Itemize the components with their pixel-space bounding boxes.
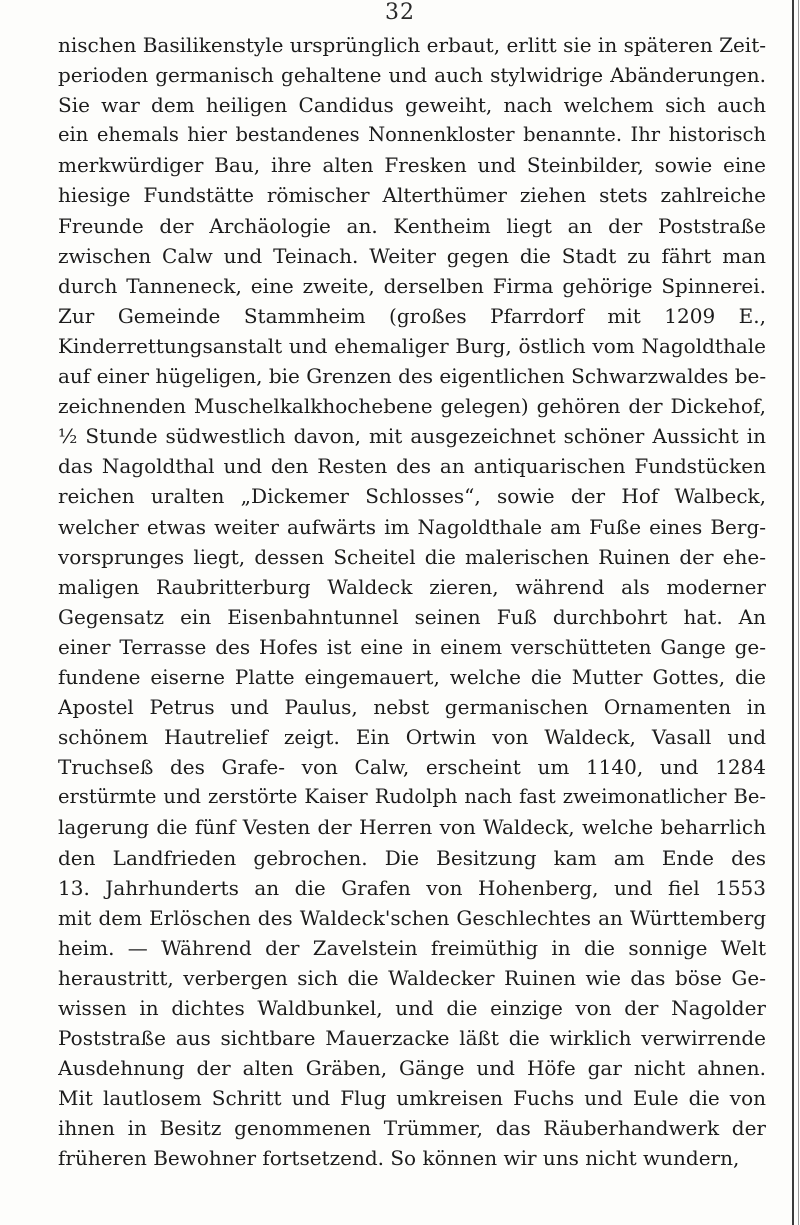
text-line: auf einer hügeligen, bie Grenzen des eigentlichen Schwarzwaldes be-: [58, 364, 766, 389]
text-line: früheren Bewohner fortsetzend. So können wir uns nicht wundern,: [58, 1146, 740, 1171]
text-line: Poststraße aus sichtbare Mauerzacke läßt die wirklich verwirrende: [58, 1026, 766, 1051]
text-line: Kinderrettungsanstalt und ehemaliger Burg, östlich vom Nagoldthale: [58, 333, 766, 358]
text-line: mit dem Erlöschen des Waldeck'schen Geschlechtes an Württemberg: [58, 905, 766, 930]
text-line: heim. — Während der Zavelstein freimüthig in die sonnige Welt: [58, 935, 766, 960]
text-line: Zur Gemeinde Stammheim (großes Pfarrdorf mit 1209 E.,: [58, 303, 766, 328]
text-line: Sie war dem heiligen Candidus geweiht, nach welchem sich auch: [58, 93, 766, 118]
text-line: perioden germanisch gehaltene und auch stylwidrige Abänderungen.: [58, 63, 766, 88]
page-number: 32: [385, 0, 415, 25]
text-line: hiesige Fundstätte römischer Alterthümer ziehen stets zahlreiche: [58, 183, 766, 208]
text-line: ein ehemals hier bestandenes Nonnenkloster benannte. Ihr historisch: [58, 123, 766, 147]
text-line: ½ Stunde südwestlich davon, mit ausgezeichnet schöner Aussicht in: [58, 424, 766, 449]
text-line: Ausdehnung der alten Gräben, Gänge und Höfe gar nicht ahnen.: [58, 1056, 766, 1081]
body-text: [58, 30, 766, 1174]
text-line: fundene eiserne Platte eingemauert, welche die Mutter Gottes, die: [58, 664, 766, 689]
text-line: maligen Raubritterburg Waldeck zieren, während als moderner: [58, 574, 766, 599]
text-line: vorsprunges liegt, dessen Scheitel die malerischen Ruinen der ehe-: [58, 544, 766, 569]
page-edge-divider: [792, 0, 794, 1225]
text-line: durch Tanneneck, eine zweite, derselben Firma gehörige Spinnerei.: [58, 273, 766, 298]
text-line: merkwürdiger Bau, ihre alten Fresken und Steinbilder, sowie eine: [58, 153, 766, 178]
text-line: reichen uralten „Dickemer Schlosses“, sowie der Hof Walbeck,: [58, 484, 766, 509]
text-line: ihnen in Besitz genommenen Trümmer, das Räuberhandwerk der: [58, 1116, 766, 1141]
text-line: Truchseß des Grafe- von Calw, erscheint um 1140, und 1284: [58, 755, 766, 780]
text-line: Freunde der Archäologie an. Kentheim liegt an der Poststraße: [58, 213, 766, 238]
text-line: heraustritt, verbergen sich die Waldecker Ruinen wie das böse Ge-: [58, 965, 766, 990]
text-line: wissen in dichtes Waldbunkel, und die einzige von der Nagolder: [58, 996, 766, 1020]
page-edge-shadow: [798, 0, 799, 1225]
text-line: nischen Basilikenstyle ursprünglich erbaut, erlitt sie in späteren Zeit-: [58, 33, 766, 57]
text-line: das Nagoldthal und den Resten des an antiquarischen Fundstücken: [58, 454, 766, 479]
text-line: Mit lautlosem Schritt und Flug umkreisen Fuchs und Eule die von: [58, 1086, 766, 1111]
text-line: einer Terrasse des Hofes ist eine in einem verschütteten Gange ge-: [58, 634, 766, 659]
text-line: Gegensatz ein Eisenbahntunnel seinen Fuß durchbohrt hat. An: [58, 604, 766, 629]
text-line: erstürmte und zerstörte Kaiser Rudolph nach fast zweimonatlicher Be-: [58, 785, 766, 809]
text-line: lagerung die fünf Vesten der Herren von Waldeck, welche beharrlich: [58, 815, 766, 840]
text-line: zwischen Calw und Teinach. Weiter gegen die Stadt zu fährt man: [58, 243, 766, 268]
text-line: 13. Jahrhunderts an die Grafen von Hohenberg, und fiel 1553: [58, 875, 766, 900]
text-line: welcher etwas weiter aufwärts im Nagoldthale am Fuße eines Berg-: [58, 514, 766, 539]
text-line: zeichnenden Muschelkalkhochebene gelegen) gehören der Dickehof,: [58, 394, 766, 419]
text-line: Apostel Petrus und Paulus, nebst germanischen Ornamenten in: [58, 695, 766, 720]
text-line: schönem Hautrelief zeigt. Ein Ortwin von Waldeck, Vasall und: [58, 725, 766, 750]
text-line: den Landfrieden gebrochen. Die Besitzung kam am Ende des: [58, 845, 766, 870]
